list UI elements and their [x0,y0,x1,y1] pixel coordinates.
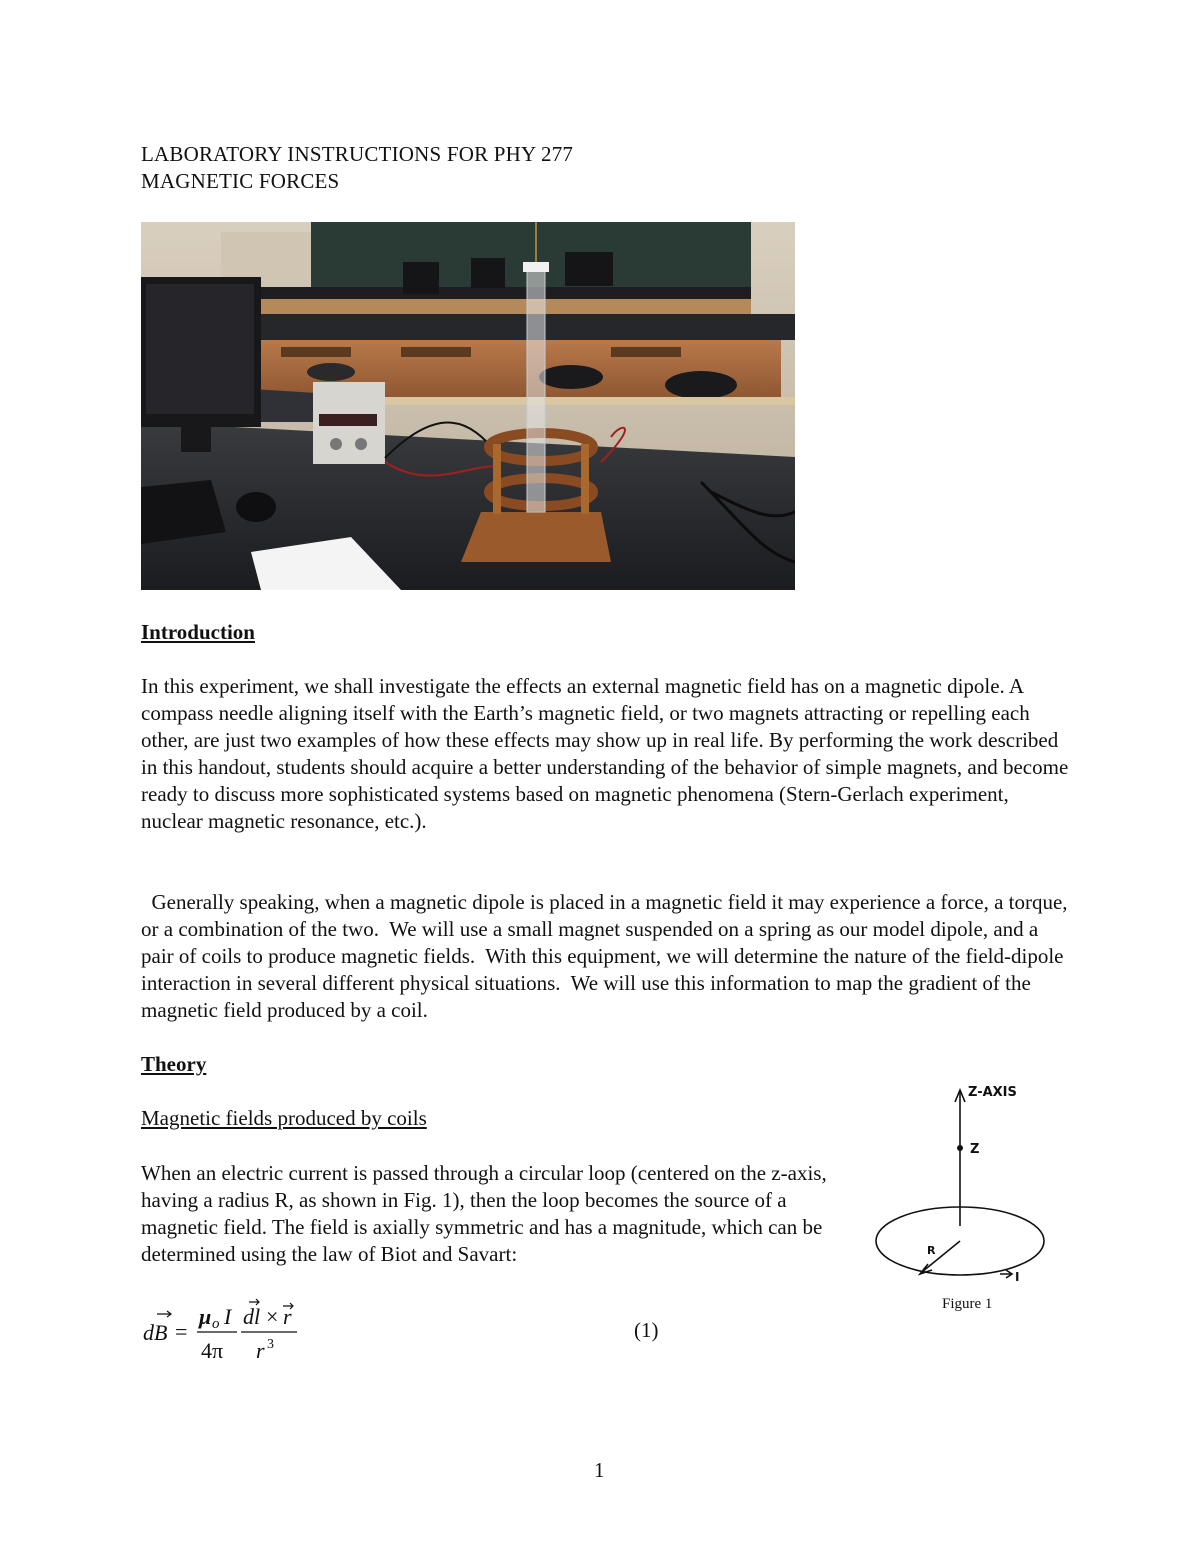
z-axis-label: Z-AXIS [968,1085,1017,1100]
equation-number: (1) [634,1318,659,1342]
far-bench-top [251,287,751,299]
page-number: 1 [594,1458,605,1482]
stool [539,365,603,389]
intro-paragraph: In this experiment, we shall investigate the effects an external magnetic field has on a magnetic dipole. A compass needle aligning itself with the Earth’s magnetic field, or two magnets attracting or repelling each other, are just two examples of how these effects may show up in real life. By performing the work described in this handout, students should acquire a better understanding of the behavior of simple magnets, and become ready to discuss more sophisticated systems based on magnetic phenomena (Stern-Gerlach experiment, nuclear magnetic resonance, etc.). [141,674,1069,833]
document-subtitle: MAGNETIC FORCES [141,169,340,193]
z-point [957,1145,963,1151]
drawer [281,347,351,357]
section-heading-introduction: Introduction [141,620,255,644]
eq-mu: μ [199,1304,212,1329]
stool [307,363,355,381]
mouse [236,492,276,522]
section-heading-theory: Theory [141,1052,207,1076]
mirror-frame [381,397,795,405]
figure-caption: Figure 1 [942,1296,993,1312]
power-supply-display [319,414,377,426]
eq-r: r [283,1304,292,1329]
subsection-heading: Magnetic fields produced by coils [141,1106,427,1130]
z-point-label: Z [970,1142,980,1157]
theory-paragraph: When an electric current is passed through a circular loop (centered on the z-axis, having a radius R, as shown in Fig. 1), then the loop becomes the source of a magnetic field. The field is axially symmetric and has a magnitude, which can be determined using the law of Biot and Savart: [141,1161,827,1266]
drawer [611,347,681,357]
middle-bench-top [251,314,795,340]
eq-equals: = [175,1319,188,1344]
lab-setup-photo [141,222,795,590]
monitor-screen [146,284,254,414]
intro-paragraph: Generally speaking, when a magnetic dipole is placed in a magnetic field it may experience a force, a torque, or a combination of the two. We will use a small magnet suspended on a spring as our model dipole, and a pair of coils to produce magnetic fields. With this equipment, we will determine the nature of the field-dipole interaction in several different physical situations. We will use this information to map the gradient of the magnetic field produced by a coil. [141,890,1073,1022]
eq-current: I [224,1304,232,1329]
eq-mu-sub: o [212,1316,220,1332]
stool [665,371,737,399]
document-title: LABORATORY INSTRUCTIONS FOR PHY 277 [141,142,574,166]
eq-dl: dl [243,1304,261,1329]
knob [330,438,342,450]
glass-tube [527,267,545,512]
tube-cap [523,262,549,272]
knob [355,438,367,450]
bg-monitor [565,252,613,286]
figure-1-loop-diagram [870,1078,1060,1288]
bg-monitor [403,262,439,294]
eq-exponent: 3 [267,1337,274,1352]
eq-lhs: dB [143,1320,168,1345]
eq-r-den: r [256,1338,265,1363]
eq-four-pi: 4π [201,1338,224,1363]
drawer [401,347,471,357]
bg-monitor [471,258,505,288]
radius-label: R [927,1244,936,1257]
monitor-stand [181,427,211,452]
current-label: I [1015,1270,1020,1284]
biot-savart-equation [141,1298,701,1368]
coil-post [493,444,501,514]
eq-cross: × [266,1304,279,1329]
apparatus-base [461,512,611,562]
coil-post [581,444,589,514]
